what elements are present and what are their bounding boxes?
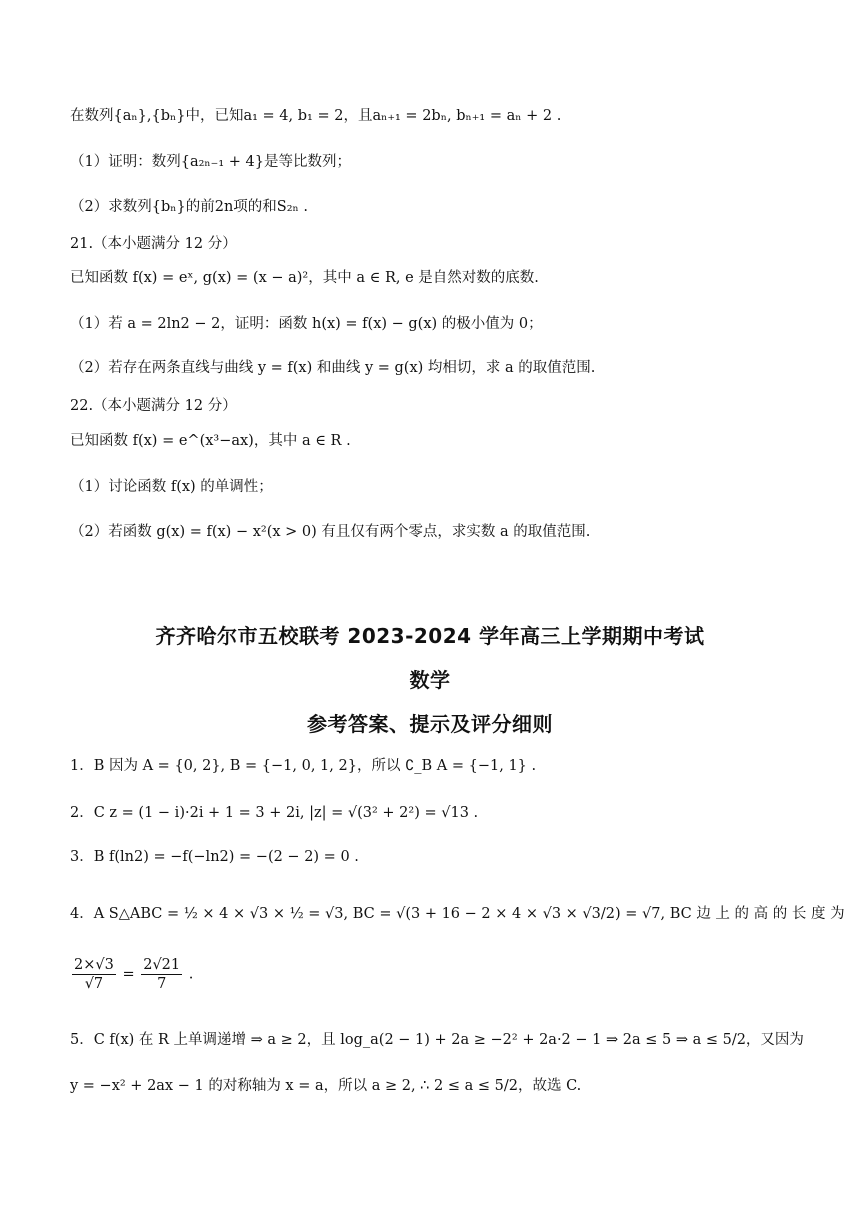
answer-2: 2．C z = (1 − i)·2i + 1 = 3 + 2i, |z| = √(3² + 2²) = √13 . <box>70 805 479 821</box>
fraction-numerator: 2√21 <box>143 957 181 973</box>
answer-4-line-1: 4．A S△ABC = ½ × 4 × √3 × ½ = √3, BC = √(3 + 16 − 2 × 4 × √3 × √3/2) = √7, BC 边 上 的 高 的 长 度 为 <box>70 906 845 922</box>
q22-part-2: （2）若函数 g(x) = f(x) − x²(x > 0) 有且仅有两个零点，求实数 a 的取值范围. <box>70 524 591 540</box>
fraction-numerator: 2×√3 <box>74 957 114 973</box>
q22-header: 22.（本小题满分 12 分） <box>70 398 237 414</box>
answer-1: 1．B 因为 A = {0, 2}, B = {−1, 0, 1, 2}，所以 ∁_B A = {−1, 1} . <box>70 758 537 774</box>
answer-4-line-2 <box>70 956 800 993</box>
equals-sign: = <box>122 966 135 983</box>
fraction <box>141 956 182 993</box>
q21-part-2: （2）若存在两条直线与曲线 y = f(x) 和曲线 y = g(x) 均相切，求 a 的取值范围. <box>70 360 596 376</box>
q21-stem: 已知函数 f(x) = eˣ, g(x) = (x − a)²，其中 a ∈ R, e 是自然对数的底数. <box>70 270 539 286</box>
answers-title: 齐齐哈尔市五校联考 2023-2024 学年高三上学期期中考试 <box>155 624 705 648</box>
answers-subject: 数学 <box>409 668 451 692</box>
q22-stem: 已知函数 f(x) = e^(x³−ax)，其中 a ∈ R . <box>70 433 351 449</box>
fraction-denominator: √7 <box>84 976 104 992</box>
sequence-question-2: （2）求数列{bₙ}的前2n项的和S₂ₙ . <box>70 199 309 215</box>
fraction <box>72 956 116 993</box>
q22-part-1: （1）讨论函数 f(x) 的单调性； <box>70 479 273 495</box>
answer-5-line-1: 5．C f(x) 在 R 上单调递增 ⇒ a ≥ 2，且 log_a(2 − 1) + 2a ≥ −2² + 2a·2 − 1 ⇒ 2a ≤ 5 ⇒ a ≤ 5/2，又因为 <box>70 1032 804 1048</box>
q21-part-1: （1）若 a = 2ln2 − 2，证明：函数 h(x) = f(x) − g(x) 的极小值为 0； <box>70 316 543 332</box>
answers-subtitle: 参考答案、提示及评分细则 <box>307 712 553 736</box>
fraction-denominator: 7 <box>157 976 167 992</box>
sequence-question-1: （1）证明：数列{a₂ₙ₋₁ + 4}是等比数列； <box>70 154 351 170</box>
sequence-intro: 在数列{aₙ},{bₙ}中，已知a₁ = 4, b₁ = 2，且aₙ₊₁ = 2bₙ, bₙ₊₁ = aₙ + 2 . <box>70 108 562 124</box>
answer-3: 3．B f(ln2) = −f(−ln2) = −(2 − 2) = 0 . <box>70 849 359 865</box>
q21-header: 21.（本小题满分 12 分） <box>70 236 237 252</box>
period: . <box>188 966 194 983</box>
answer-5-line-2: y = −x² + 2ax − 1 的对称轴为 x = a，所以 a ≥ 2, ∴ 2 ≤ a ≤ 5/2，故选 C. <box>70 1078 582 1094</box>
